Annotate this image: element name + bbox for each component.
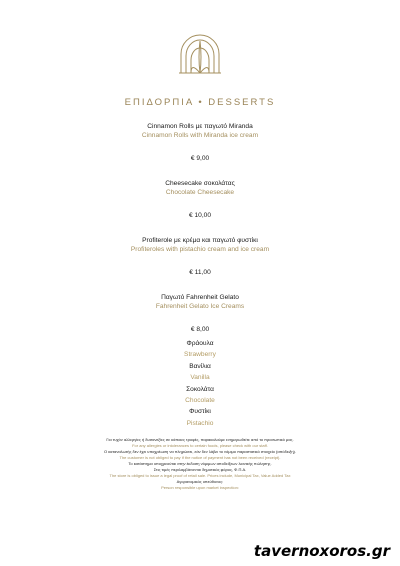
item-name-greek: Cheesecake σοκολάτας — [165, 180, 235, 187]
section-title: ΕΠΙΔΟΡΠΙΑ • DESSERTS — [124, 97, 276, 108]
menu-item — [0, 236, 400, 277]
note-english: Person responsible upon market inspection: — [161, 485, 239, 490]
flavor-greek: Βανίλια — [189, 362, 211, 370]
item-price: € 8,00 — [190, 326, 210, 333]
art-deco-fan-logo-icon — [178, 32, 222, 76]
flavor-english: Strawberry — [184, 351, 216, 359]
legal-notes — [0, 437, 400, 491]
note-english: For any allergies or intolerances to certain foods, please check with our staff. — [132, 443, 268, 448]
item-price: € 11,00 — [189, 269, 211, 276]
flavor-greek: Φυστίκι — [189, 408, 211, 416]
dessert-list — [0, 122, 400, 334]
menu-item — [0, 293, 400, 334]
site-watermark: tavernoxoros.gr — [253, 542, 390, 560]
flavor-english: Chocolate — [185, 397, 215, 405]
note-greek: Για τυχόν αλλεργίες ή δυσανεξίες σε κάποιες τροφές, παρακαλούμε ενημερωθείτε από το προσωπικό μας. — [106, 437, 294, 442]
item-name-english: Chocolate Cheesecake — [165, 189, 235, 196]
item-name-greek: Profiterole με κρέμα και παγωτό φυστίκι — [142, 237, 258, 244]
item-name-english: Fahrenheit Gelato Ice Creams — [155, 303, 245, 310]
menu-item — [0, 179, 400, 220]
flavor-greek: Φράουλα — [186, 340, 214, 347]
note-greek: Στις τιμές περιλαμβάνονται δημοτικός φόρος, Φ.Π.Α. — [153, 467, 247, 472]
flavor-list — [0, 338, 400, 429]
note-english: The store is obliged to issue a legal proof of retail sale. Prices include, Municipal Tax, Value Added Tax — [109, 473, 291, 478]
item-price: € 10,00 — [189, 212, 211, 219]
item-name-english: Profiteroles with pistachio cream and ice cream — [130, 246, 270, 253]
item-name-english: Cinnamon Rolls with Miranda ice cream — [141, 132, 259, 139]
note-greek: Το κατάστημα υποχρεούται στην έκδοση νόμιμων αποδείξεων λιανικής πώλησης. — [128, 461, 272, 466]
menu-item — [0, 122, 400, 163]
flavor-greek: Σοκολάτα — [186, 385, 214, 393]
item-name-greek: Cinnamon Rolls με παγωτό Miranda — [147, 123, 253, 130]
flavor-english: Pistachio — [186, 419, 214, 427]
note-english: The customer is not obliged to pay if the notice of payment has not been received (receipt). — [119, 455, 281, 460]
note-greek: Ο καταναλωτής δεν έχει υποχρέωση να πληρώσει, εάν δεν λάβει το νόμιμο παραστατικό στοιχείο (απόδειξη). — [104, 449, 296, 454]
note-greek: Αγορανομικός υπεύθυνος: — [176, 479, 224, 484]
item-price: € 9,00 — [190, 155, 210, 162]
item-name-greek: Παγωτό Fahrenheit Gelato — [161, 294, 239, 301]
flavor-english: Vanilla — [190, 374, 210, 382]
